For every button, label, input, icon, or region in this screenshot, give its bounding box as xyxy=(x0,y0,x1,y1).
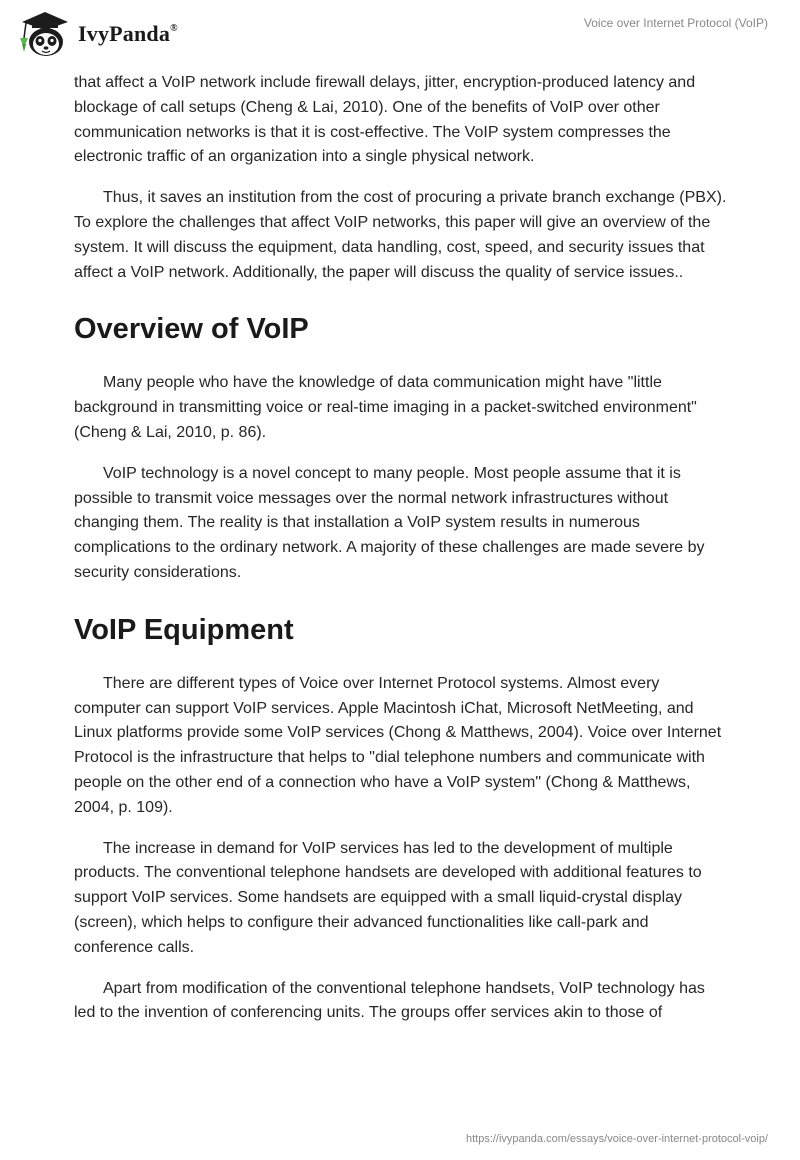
section-heading-overview: Overview of VoIP xyxy=(74,313,309,346)
document-title: Voice over Internet Protocol (VoIP) xyxy=(583,16,768,30)
paragraph: The increase in demand for VoIP services has led to the development of multiple products. The conventional telephone handsets are developed with additional features to support VoIP services. Some handsets are equipped with a small liquid-crystal display (screen), which helps to configure their advanced functionalities like call-park and conference calls. xyxy=(74,839,702,956)
source-url[interactable]: https://ivypanda.com/essays/voice-over-internet-protocol-voip/ xyxy=(465,1133,768,1145)
essay-body xyxy=(74,71,730,1042)
paragraph: VoIP technology is a novel concept to many people. Most people assume that it is possible to transmit voice messages over the normal network infrastructures without changing them. The reality is that installation a VoIP system results in numerous complications to the ordinary network. A majority of these challenges are made severe by security considerations. xyxy=(74,464,705,581)
paragraph: that affect a VoIP network include firewall delays, jitter, encryption-produced latency and blockage of call setups (Cheng & Lai, 2010). One of the benefits of VoIP over other communication networks is that it is cost-effective. The VoIP system compresses the electronic traffic of an organization into a single physical network. xyxy=(74,74,696,166)
paragraph: Many people who have the knowledge of data communication might have "little background in transmitting voice or real-time imaging in a packet-switched environment" (Cheng & Lai, 2010, p. 86). xyxy=(74,374,697,441)
section-heading-equipment: VoIP Equipment xyxy=(74,613,294,646)
brand-name: IvyPanda® xyxy=(78,21,178,46)
page-header xyxy=(0,0,800,66)
paragraph: There are different types of Voice over Internet Protocol systems. Almost every computer can support VoIP services. Apple Macintosh iChat, Microsoft NetMeeting, and Linux platforms provide some VoIP services (Chong & Matthews, 2004). Voice over Internet Protocol is the infrastructure that helps to "dial telephone numbers and communicate with people on the other end of a connection who have a VoIP system" (Chong & Matthews, 2004, p. 109). xyxy=(74,674,722,816)
paragraph: Apart from modification of the conventional telephone handsets, VoIP technology has led to the invention of conferencing units. The groups offer services akin to those of xyxy=(74,979,705,1022)
panda-graduate-icon xyxy=(14,8,74,58)
ivypanda-logo[interactable] xyxy=(14,8,194,58)
paragraph: Thus, it saves an institution from the cost of procuring a private branch exchange (PBX). To explore the challenges that affect VoIP networks, this paper will give an overview of the system. It will discuss the equipment, data handling, cost, speed, and security issues that affect a VoIP network. Additionally, the paper will discuss the quality of service issues.. xyxy=(74,189,727,281)
